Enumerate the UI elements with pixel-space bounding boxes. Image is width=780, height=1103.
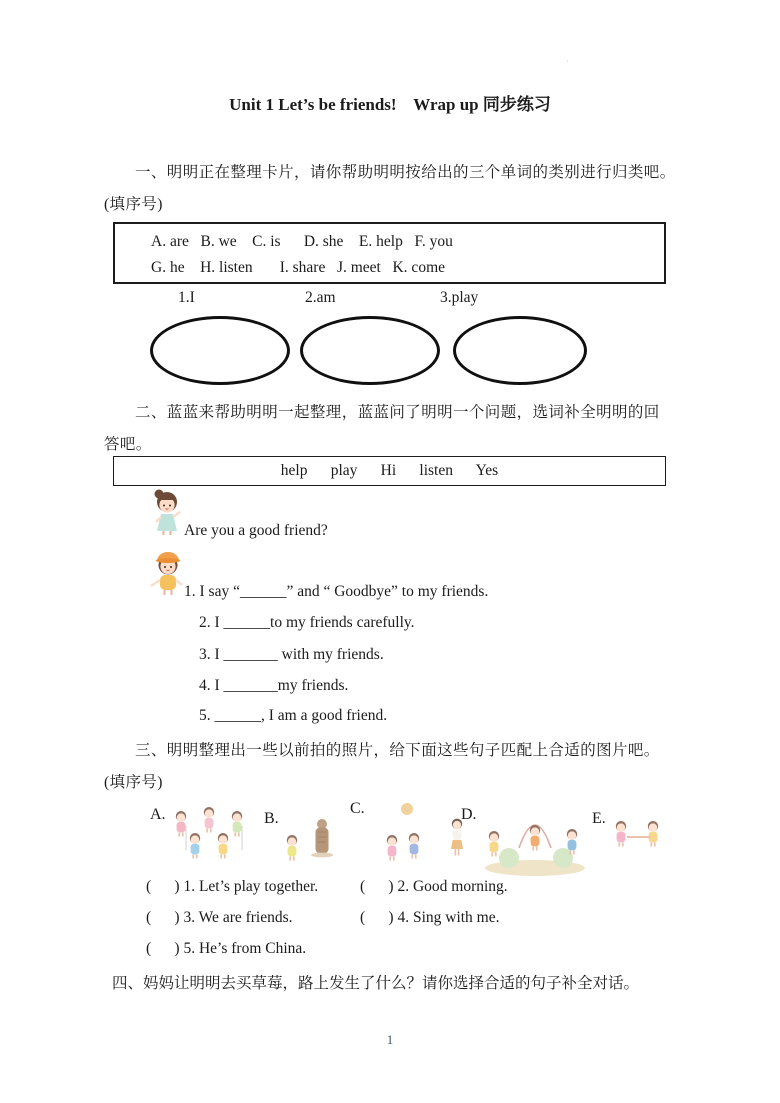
answer-oval-2 — [300, 316, 440, 385]
section3-heading: 三、明明整理出一些以前拍的照片，给下面这些句子匹配上合适的图片吧。 — [135, 742, 660, 759]
answer-slot: ( ) — [360, 878, 394, 895]
section1-heading: 一、明明正在整理卡片，请你帮助明明按给出的三个单词的类别进行归类吧。 — [135, 164, 676, 181]
answer-oval-1 — [150, 316, 290, 385]
match-sentence-4 — [360, 909, 500, 927]
answer-line-2: 2. I ______to my friends carefully. — [199, 614, 415, 631]
picture-d — [461, 806, 591, 880]
picture-c-label: C. — [350, 800, 365, 817]
picture-a — [150, 806, 260, 880]
section1-word-bank — [113, 222, 666, 284]
answer-line-1: 1. I say “______” and “ Goodbye” to my friends. — [184, 583, 489, 600]
answer-slot: ( ) — [360, 909, 394, 926]
picture-a-label: A. — [150, 806, 166, 823]
section3-heading-note: (填序号) — [104, 774, 163, 791]
jumping-rope-illustration — [479, 806, 591, 880]
girls-shaking-hands-illustration — [608, 810, 672, 880]
section2-word-bank: help play Hi listen Yes — [113, 456, 666, 486]
page-title: Unit 1 Let’s be friends! Wrap up 同步练习 — [229, 95, 551, 114]
section4-heading: 四、妈妈让明明去买草莓，路上发生了什么？请你选择合适的句子补全对话。 — [112, 975, 640, 992]
girl-avatar-icon — [147, 488, 187, 536]
sentence-text: 3. We are friends. — [183, 909, 293, 926]
stray-mark: · — [566, 56, 570, 66]
section2-heading-line1: 二、蓝蓝来帮助明明一起整理，蓝蓝问了明明一个问题，选词补全明明的回 — [135, 404, 660, 421]
picture-d-label: D. — [461, 806, 477, 823]
word-bank-line-2: G. he H. listen I. share J. meet K. come — [151, 259, 446, 276]
section1-heading-note: (填序号) — [104, 196, 163, 213]
section2-heading-line2: 答吧。 — [104, 436, 152, 453]
sentence-text: 4. Sing with me. — [397, 909, 500, 926]
kids-singing-illustration — [168, 806, 260, 880]
answer-line-4: 4. I _______my friends. — [199, 677, 349, 694]
answer-slot: ( ) — [146, 878, 180, 895]
category-1-label: 1.I — [178, 289, 195, 306]
girl-question: Are you a good friend? — [184, 522, 328, 539]
answer-line-5: 5. ______, I am a good friend. — [199, 707, 388, 724]
answer-line-3: 3. I _______ with my friends. — [199, 646, 384, 663]
sentence-text: 1. Let’s play together. — [183, 878, 319, 895]
boy-with-statue-illustration — [281, 810, 343, 880]
match-sentence-3 — [146, 909, 293, 927]
picture-c — [350, 800, 475, 880]
sentence-text: 2. Good morning. — [397, 878, 508, 895]
sentence-text: 5. He’s from China. — [183, 940, 307, 957]
match-sentence-2 — [360, 878, 508, 896]
picture-b-label: B. — [264, 810, 279, 827]
picture-e — [592, 810, 672, 880]
picture-e-label: E. — [592, 810, 606, 827]
category-2-label: 2.am — [305, 289, 336, 306]
answer-slot: ( ) — [146, 909, 180, 926]
greeting-teacher-illustration — [367, 800, 475, 880]
answer-slot: ( ) — [146, 940, 180, 957]
word-bank-line-1: A. are B. we C. is D. she E. help F. you — [151, 233, 453, 250]
page-number: 1 — [386, 1032, 394, 1047]
match-sentence-5 — [146, 940, 306, 958]
picture-b — [264, 810, 343, 880]
answer-oval-3 — [453, 316, 587, 385]
match-sentence-1 — [146, 878, 318, 896]
category-3-label: 3.play — [440, 289, 479, 306]
